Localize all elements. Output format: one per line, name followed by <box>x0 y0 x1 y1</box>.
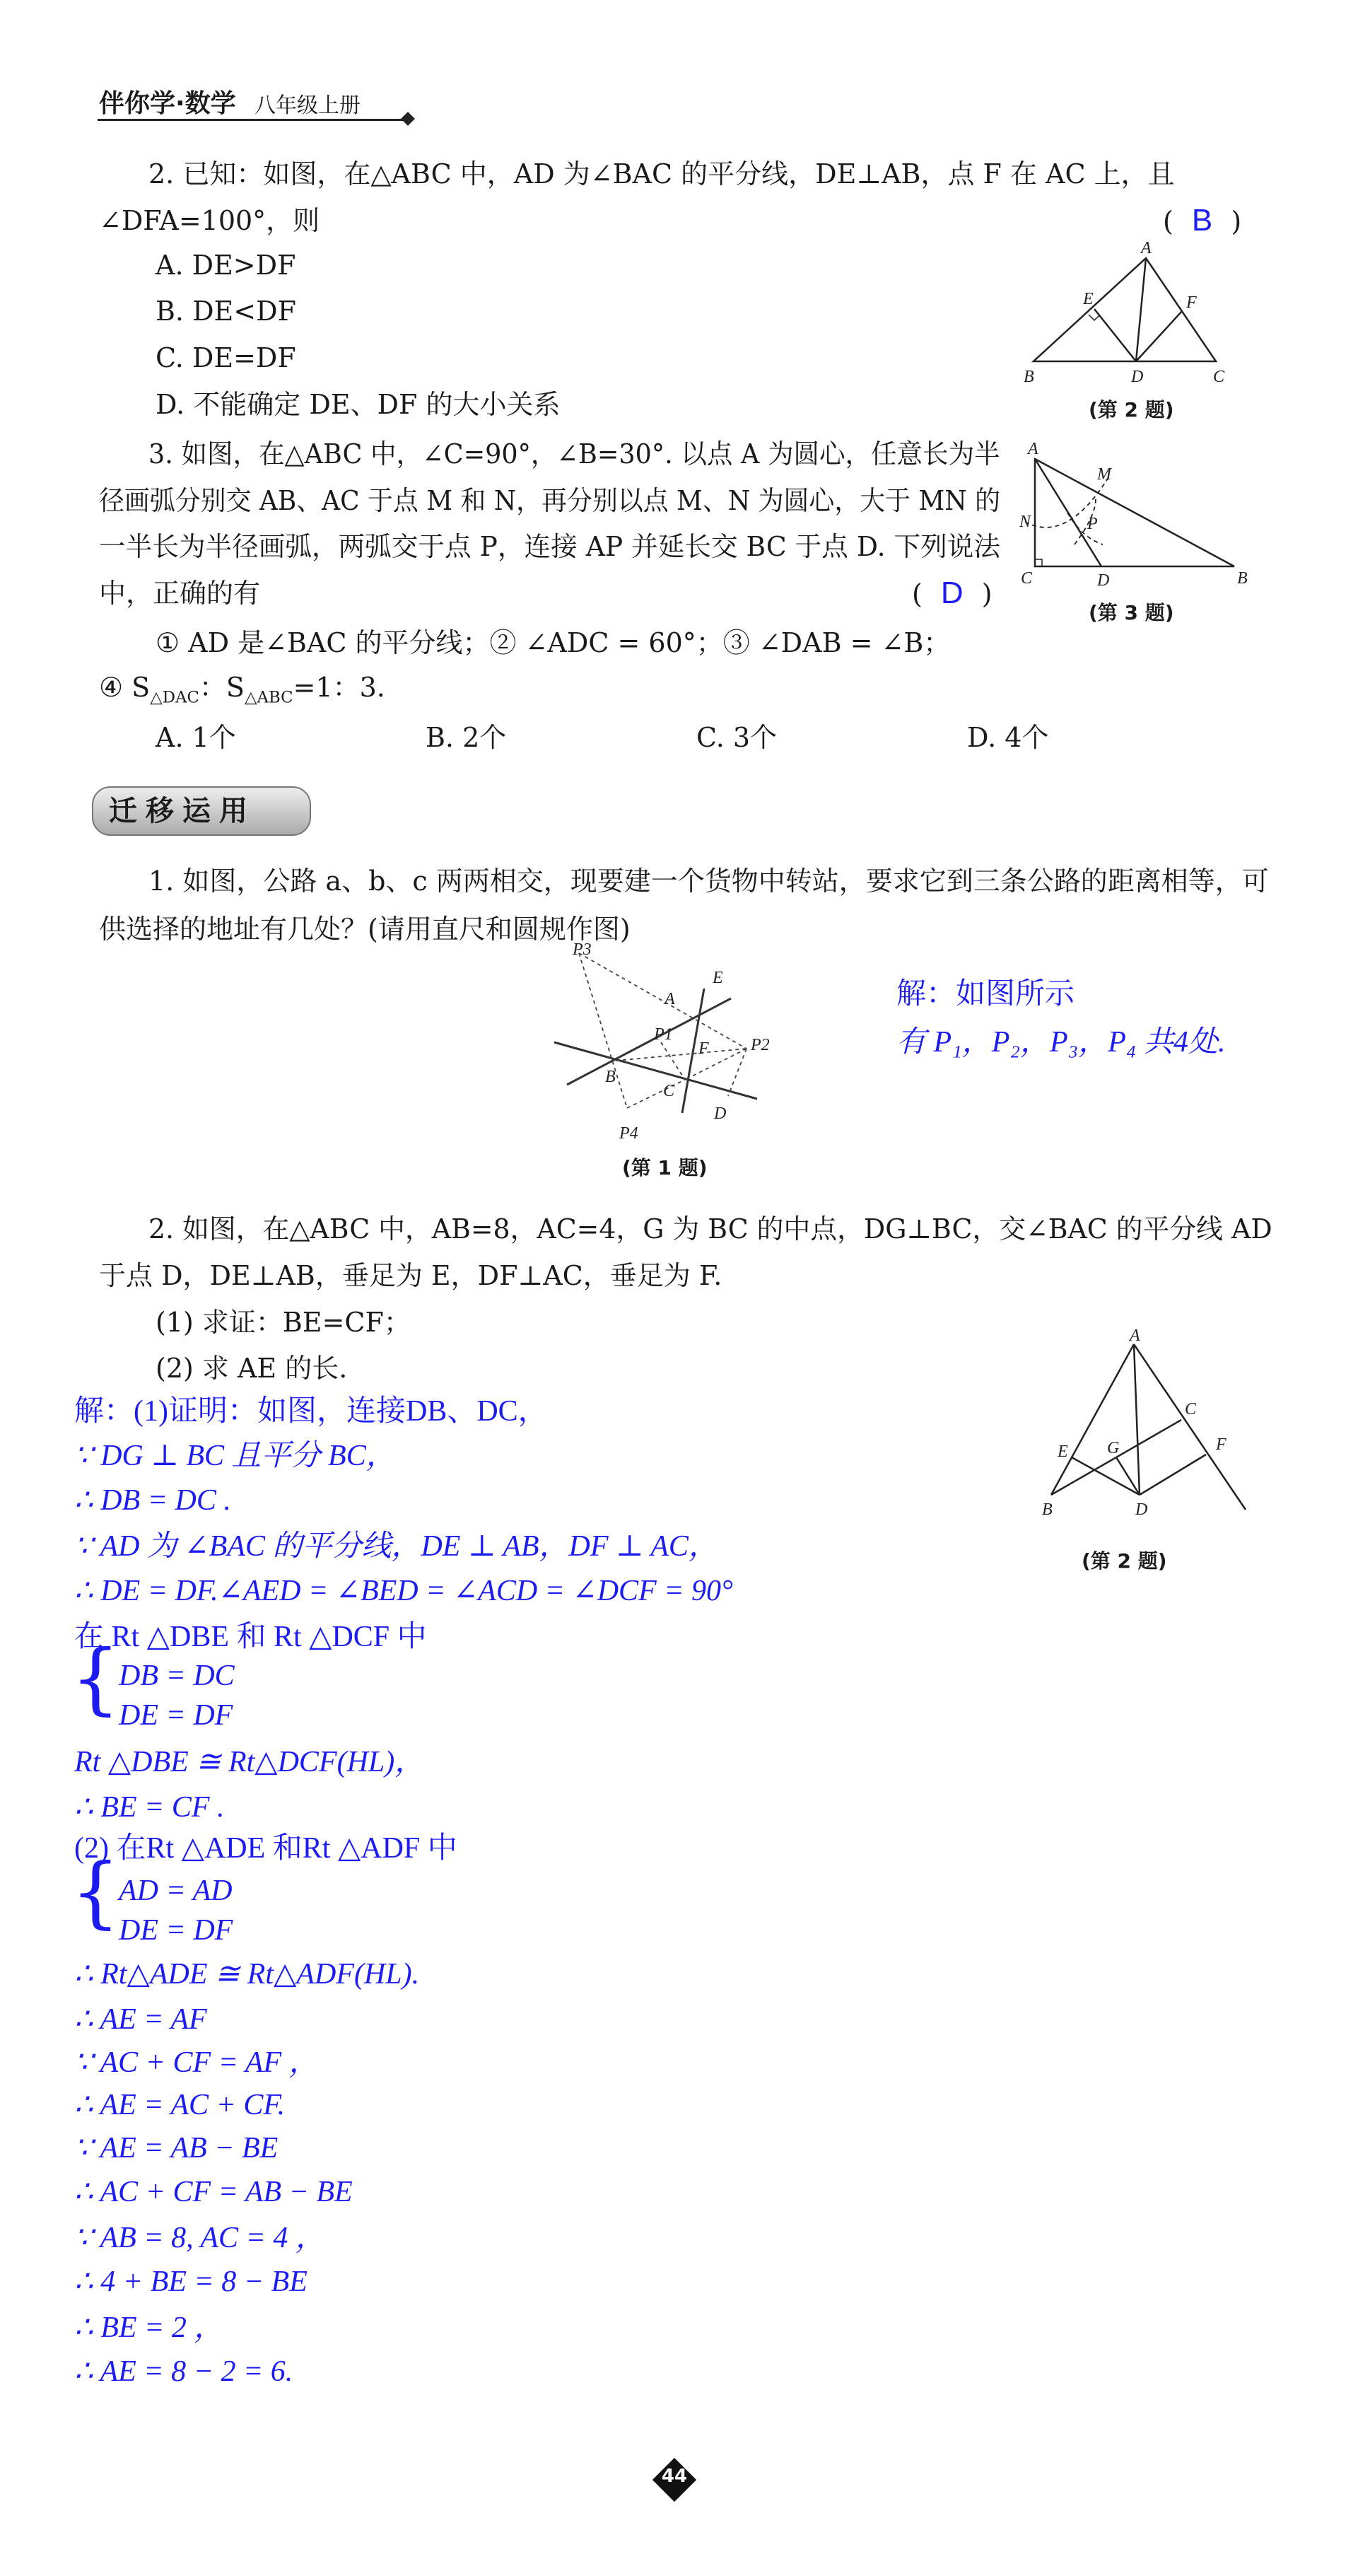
bracket-close: ) <box>981 578 993 610</box>
label-b: B <box>1024 368 1034 386</box>
section-badge: 迁移运用 <box>92 786 311 836</box>
label-b: B <box>1237 569 1248 588</box>
q3-answer-bracket <box>912 576 993 611</box>
q2-stem-line2: ∠DFA=100°，则 <box>99 205 320 236</box>
solution-line: ∵ AE = AB − BE <box>74 2132 279 2164</box>
s-sub-abc: △ABC <box>244 688 293 707</box>
t2-stem-line1: 2. 如图，在△ABC 中，AB=8，AC=4，G 为 BC 的中点，DG⊥BC，交∠BAC 的平分线 AD <box>148 1213 1272 1245</box>
q2-option-a: A. DE>DF <box>156 250 296 281</box>
q3-option-c: C. 3个 <box>696 722 778 753</box>
label-d: D <box>1135 1500 1148 1519</box>
solution-line: ∵ AB = 8, AC = 4 ， <box>74 2222 325 2254</box>
t2-stem-line2: 于点 D，DE⊥AB，垂足为 E，DF⊥AC，垂足为 F. <box>99 1260 722 1291</box>
q2-option-d: D. 不能确定 DE、DF 的大小关系 <box>156 389 561 420</box>
q3-stem-line4: 中，正确的有 <box>99 578 261 609</box>
segment-df <box>1140 1455 1206 1495</box>
q3-option-b: B. 2个 <box>426 722 507 753</box>
label-a: A <box>664 990 675 1008</box>
solution-line: AD = AD <box>119 1875 233 1907</box>
t1-figure <box>544 933 785 1146</box>
q3-option-a: A. 1个 <box>156 722 236 753</box>
solution-line: (2) 在Rt △ADE 和Rt △ADF 中 <box>74 1832 457 1865</box>
label-p2: P2 <box>751 1036 770 1054</box>
label-a: A <box>1028 440 1038 458</box>
label-p1: P1 <box>654 1025 673 1044</box>
label-b: B <box>605 1068 616 1086</box>
right-angle-mark <box>1035 559 1042 566</box>
label-g: G <box>1107 1439 1120 1457</box>
label-n: N <box>1019 513 1031 531</box>
triangle-abc <box>1035 459 1234 566</box>
system-brace: { <box>71 1846 120 1937</box>
q3-option-d: D. 4个 <box>967 722 1049 753</box>
q3-figure-caption: (第 3 题) <box>1089 601 1174 624</box>
t2-part2: (2) 求 AE 的长. <box>156 1353 348 1384</box>
t1-figure-caption: (第 1 题) <box>622 1156 708 1179</box>
solution-line: ∵ AC + CF = AF ， <box>74 2046 319 2079</box>
t1-solution-line2: 有 P₁，P₂，P₃，P₄ 共4处. <box>896 1026 1226 1059</box>
s-suffix: =1：3. <box>293 672 385 703</box>
label-p: P <box>1087 515 1098 533</box>
solution-line: ∴ DE = DF.∠AED = ∠BED = ∠ACD = ∠DCF = 90° <box>74 1575 733 1607</box>
label-d: D <box>1097 571 1110 590</box>
t2-part1: (1) 求证：BE=CF； <box>156 1307 411 1338</box>
label-d: D <box>1131 368 1144 386</box>
s-sub-dac: △DAC <box>150 688 199 707</box>
q3-answer: D <box>940 576 964 610</box>
book-subtitle: 八年级上册 <box>254 93 361 118</box>
bisector-p3p4 <box>579 953 627 1108</box>
solution-line: ∴ Rt△ADE ≅ Rt△ADF(HL). <box>74 1958 420 1991</box>
segment-de <box>1094 309 1136 361</box>
label-a: A <box>1130 1329 1140 1345</box>
page-number-badge <box>653 2459 696 2501</box>
solution-line: ∴ BE = CF . <box>74 1791 225 1824</box>
q3-stem-line3: 一半长为半径画弧，两弧交于点 P，连接 AP 并延长交 BC 于点 D. 下列说法 <box>99 531 1001 562</box>
q2-figure-caption: (第 2 题) <box>1089 398 1174 421</box>
ray-ac <box>1134 1344 1246 1510</box>
label-e: E <box>1058 1443 1068 1461</box>
book-title: 伴你学·数学 <box>99 89 236 118</box>
label-c: C <box>1021 569 1033 588</box>
label-e: E <box>1083 290 1094 308</box>
label-d: D <box>714 1105 727 1123</box>
t2-figure-caption: (第 2 题) <box>1082 1549 1167 1573</box>
solution-line: ∵ DG ⊥ BC 且平分 BC， <box>74 1440 396 1472</box>
perp-p2 <box>728 1049 747 1096</box>
bracket-close: ) <box>1231 206 1242 237</box>
q2-option-c: C. DE=DF <box>156 342 296 373</box>
solution-line: ∴ AE = 8 − 2 = 6. <box>74 2355 293 2388</box>
label-m: M <box>1097 465 1111 484</box>
label-c: C <box>1185 1400 1197 1418</box>
segment-ad <box>1136 258 1146 361</box>
q3-statements-line1: ① AD 是∠BAC 的平分线；② ∠ADC = 60°；③ ∠DAB = ∠B； <box>156 627 951 658</box>
label-f: F <box>1186 293 1197 312</box>
segment-df <box>1136 311 1182 361</box>
solution-line: ∴ AC + CF = AB − BE <box>74 2176 353 2208</box>
solution-line: ∴ DB = DC . <box>74 1484 231 1517</box>
t1-stem-line1: 1. 如图，公路 a、b、c 两两相交，现要建一个货物中转站，要求它到三条公路的距离相等，可 <box>148 866 1269 897</box>
q2-answer-bracket <box>1163 204 1241 238</box>
solution-line: DB = DC <box>119 1660 235 1692</box>
solution-line: ∴ 4 + BE = 8 − BE <box>74 2266 308 2298</box>
s-prefix: ④ S <box>99 672 151 703</box>
q3-stem-line1: 3. 如图，在△ABC 中，∠C=90°，∠B=30°. 以点 A 为圆心，任意长为半 <box>148 438 1000 470</box>
label-c: C <box>1213 368 1225 386</box>
q3-stem-line2: 径画弧分别交 AB、AC 于点 M 和 N，再分别以点 M、N 为圆心，大于 MN 的 <box>99 485 1001 516</box>
bracket-open: ( <box>912 578 923 610</box>
label-f: F <box>1216 1435 1226 1454</box>
q2-option-b: B. DE<DF <box>156 296 296 327</box>
label-f: F <box>698 1039 709 1058</box>
q2-answer: B <box>1191 203 1213 238</box>
header-rule <box>98 119 407 121</box>
solution-line: DE = DF <box>119 1914 233 1947</box>
solution-line: ∵ AD 为 ∠BAC 的平分线，DE ⊥ AB，DF ⊥ AC， <box>74 1530 718 1563</box>
solution-line: DE = DF <box>119 1699 233 1732</box>
t1-stem-line2: 供选择的地址有几处？(请用直尺和圆规作图) <box>99 914 631 945</box>
header-diamond-icon <box>401 112 415 126</box>
page-number: 44 <box>661 2466 688 2487</box>
road-line-bcd <box>554 1042 757 1099</box>
bracket-open: ( <box>1163 206 1173 237</box>
solution-line: ∴ AE = AF <box>74 2003 207 2036</box>
t2-figure <box>1011 1329 1251 1541</box>
solution-line: 解：(1)证明：如图，连接DB、DC， <box>74 1395 548 1428</box>
q2-stem-line1: 2. 已知：如图，在△ABC 中，AD 为∠BAC 的平分线，DE⊥AB，点 F 在 AC 上，且 <box>148 158 1175 190</box>
system-brace: { <box>71 1633 120 1723</box>
t1-solution-line1: 解：如图所示 <box>896 978 1075 1010</box>
q3-statements-line2 <box>99 670 385 715</box>
label-c: C <box>663 1082 675 1100</box>
segment-ad <box>1134 1344 1140 1495</box>
label-e: E <box>713 969 723 987</box>
segment-ab <box>1051 1344 1134 1495</box>
label-p4: P4 <box>619 1124 638 1143</box>
solution-line: ∴ BE = 2 ， <box>74 2312 224 2344</box>
bisector-p4c <box>627 1080 685 1108</box>
solution-line: 在 Rt △DBE 和 Rt △DCF 中 <box>74 1621 427 1653</box>
q2-figure <box>1018 240 1251 392</box>
label-b: B <box>1042 1500 1053 1519</box>
label-a: A <box>1141 240 1152 257</box>
q3-figure <box>1018 438 1258 590</box>
s-mid: ：S <box>199 672 245 703</box>
label-p3: P3 <box>573 940 592 959</box>
right-angle-mark <box>1089 315 1100 320</box>
solution-line: ∴ AE = AC + CF. <box>74 2089 286 2121</box>
solution-line: Rt △DBE ≅ Rt△DCF(HL)， <box>74 1746 425 1778</box>
